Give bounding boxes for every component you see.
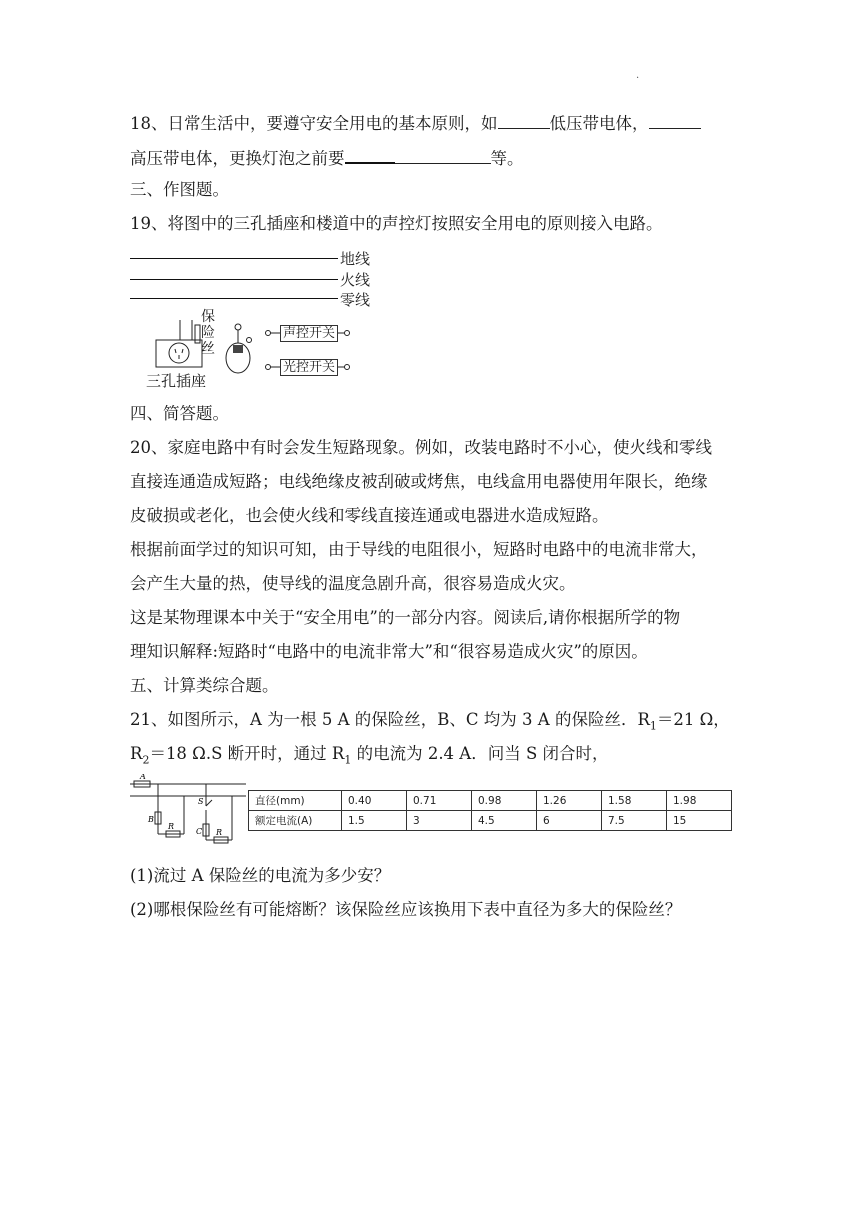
fuse-label-char-2: 险 [201, 325, 215, 341]
q21-text-2a: R [130, 744, 143, 763]
fuse-label-char-3: 丝 [201, 341, 215, 357]
sound-switch-terminal-l [266, 331, 271, 336]
table-cell: 1.26 [537, 791, 602, 811]
section-5-heading: 五、计算类综合题。 [130, 676, 279, 695]
socket-pin-r [182, 349, 183, 353]
table-cell: 1.5 [342, 811, 407, 831]
table-row [249, 811, 732, 831]
socket-pin-l [175, 349, 176, 353]
section-3-heading: 三、作图题。 [130, 180, 229, 199]
sound-switch-terminal-r [345, 331, 350, 336]
q18-text-1: 18、日常生活中，要遵守安全用电的基本原则，如 [130, 114, 498, 133]
q18-blank-3b[interactable] [395, 146, 491, 164]
lamp-terminal-top [235, 324, 241, 330]
table-cell: 1.98 [667, 791, 732, 811]
q20-line-7: 理知识解释:短路时“电路中的电流非常大”和“很容易造成火灾”的原因。 [130, 642, 648, 661]
q18-text-2: 低压带电体， [549, 114, 649, 133]
q21-text-1a: 21、如图所示，A 为一根 5 A 的保险丝，B、C 均为 3 A 的保险丝．R [130, 710, 650, 729]
label-c: C [196, 827, 203, 836]
table-cell: 6 [537, 811, 602, 831]
q21-sub-1: 1 [649, 719, 657, 733]
diameter-header: 直径(mm) [249, 791, 342, 811]
table-cell: 0.98 [472, 791, 537, 811]
table-cell: 0.40 [342, 791, 407, 811]
fuse-label-char-1: 保 [201, 309, 215, 325]
q21-line-1 [130, 709, 730, 737]
table-cell: 15 [667, 811, 732, 831]
label-b: B [148, 815, 154, 824]
q21-text-1b: ＝21 Ω， [656, 710, 730, 729]
fuse-circuit-svg [128, 774, 248, 846]
table-cell: 0.71 [407, 791, 472, 811]
switch-s [206, 800, 212, 806]
q20-line-4: 根据前面学过的知识可知，由于导线的电阻很小，短路时电路中的电流非常大， [130, 540, 708, 559]
q18-text-3: 高压带电体，更换灯泡之前要 [130, 149, 345, 168]
q20-line-5: 会产生大量的热，使导线的温度急剧升高，很容易造成火灾。 [130, 574, 576, 593]
label-s: S [198, 797, 204, 806]
section-4-heading: 四、简答题。 [130, 404, 229, 423]
q21-sub-question-2: (2)哪根保险丝有可能熔断？该保险丝应该换用下表中直径为多大的保险丝？ [130, 900, 682, 919]
question-18-line1 [130, 111, 701, 135]
q21-line-2 [130, 743, 609, 771]
ground-wire [130, 258, 338, 259]
table-cell: 4.5 [472, 811, 537, 831]
label-a: A [140, 774, 146, 781]
live-wire [130, 279, 338, 280]
light-switch-terminal-l [266, 365, 271, 370]
neutral-wire [130, 298, 338, 299]
q20-line-2: 直接连通造成短路；电线绝缘皮被刮破或烤焦，电线盒用电器使用年限长，绝缘 [130, 472, 708, 491]
q18-text-4: 等。 [490, 149, 524, 168]
q20-line-6: 这是某物理课本中关于“安全用电”的一部分内容。阅读后,请你根据所学的物 [130, 608, 681, 627]
q21-sub-question-1: (1)流过 A 保险丝的电流为多少安？ [130, 866, 391, 885]
q21-text-2b: ＝18 Ω.S 断开时，通过 R [149, 744, 345, 763]
live-wire-label: 火线 [340, 271, 371, 289]
q20-line-1: 20、家庭电路中有时会发生短路现象。例如，改装电路时不小心，使火线和零线 [130, 438, 712, 457]
light-switch-label: 光控开关 [280, 359, 338, 376]
q21-text-2c: 的电流为 2.4 A．问当 S 闭合时， [351, 744, 609, 763]
q21-sub-3: 1 [344, 753, 352, 767]
q18-blank-3a[interactable] [345, 145, 395, 164]
table-cell: 1.58 [602, 791, 667, 811]
q18-blank-2[interactable] [649, 111, 701, 129]
fuse-label [201, 309, 215, 357]
label-r2: R [216, 828, 223, 837]
header-mark: . [636, 70, 640, 81]
question-19: 19、将图中的三孔插座和楼道中的声控灯按照安全用电的原则接入电路。 [130, 214, 663, 233]
question-18-line2 [130, 145, 524, 170]
neutral-wire-label: 零线 [340, 291, 371, 309]
q18-blank-1[interactable] [498, 111, 550, 129]
lamp-terminal-side [247, 338, 252, 343]
light-switch-terminal-r [345, 365, 350, 370]
sound-switch-label: 声控开关 [280, 325, 338, 342]
fuse-spec-table [248, 790, 732, 831]
q21-sub-2: 2 [142, 753, 150, 767]
rated-current-header: 额定电流(A) [249, 811, 342, 831]
label-r1: R [168, 822, 175, 831]
socket-label: 三孔插座 [146, 372, 207, 390]
table-row [249, 791, 732, 811]
table-cell: 3 [407, 811, 472, 831]
q20-line-3: 皮破损或老化，也会使火线和零线直接连通或电器进水造成短路。 [130, 506, 609, 525]
ground-wire-label: 地线 [340, 250, 371, 268]
socket-face [169, 343, 189, 363]
lamp-base [233, 345, 243, 353]
table-cell: 7.5 [602, 811, 667, 831]
